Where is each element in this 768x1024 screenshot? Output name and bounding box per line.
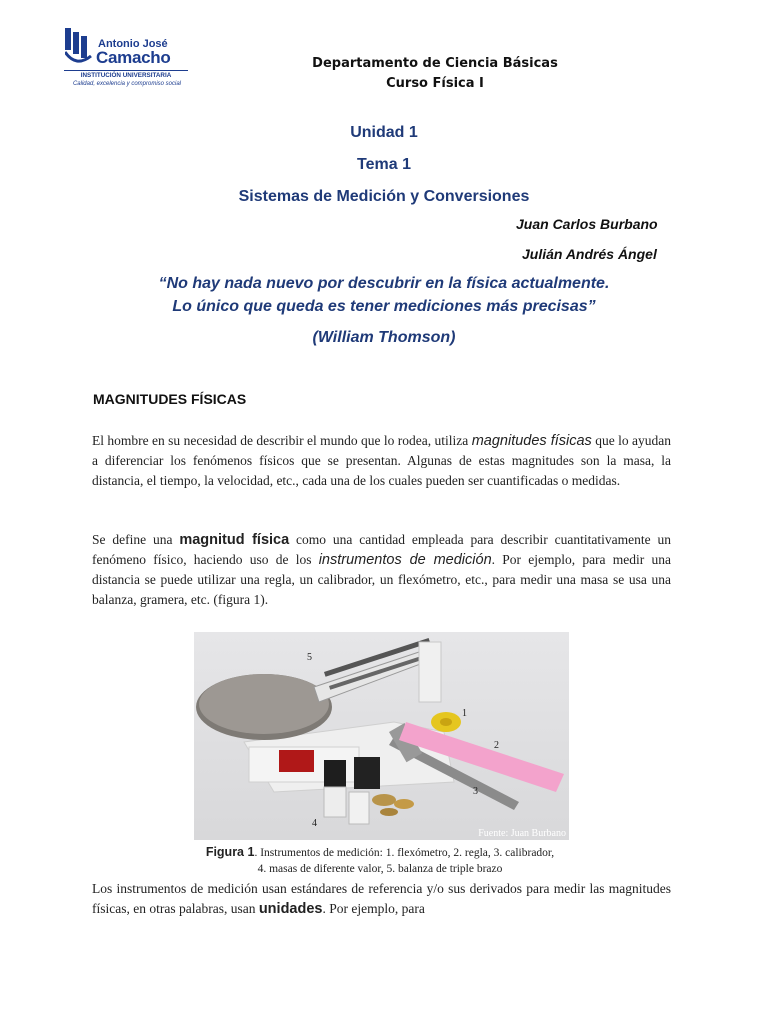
quote-author: (William Thomson): [312, 329, 456, 346]
figure-measurement-instruments: [194, 632, 569, 840]
paragraph-2-text-b: como una cantidad empleada para describir cuantitativamente un fenómeno físico, haciendo uso de los: [92, 532, 671, 567]
quote-line-2: Lo único que queda es tener mediciones más precisas”: [172, 298, 596, 315]
figure-label-4: 4: [312, 818, 317, 829]
logo-line-2: Camacho: [96, 48, 171, 67]
paragraph-2-text-a: Se define una: [92, 532, 180, 547]
figure-label-1: 1: [462, 708, 467, 719]
topic-title: Tema 1: [357, 156, 411, 173]
paragraph-2-text-c: . Por ejemplo, para medir una distancia se puede utilizar una regla, un calibrador, un flexómetro, etc., para medir una masa se usa una balanza, gramera, etc. (figura 1).: [92, 552, 671, 607]
term-magnitudes-fisicas: magnitudes físicas: [471, 433, 592, 449]
author-2: Julián Andrés Ángel: [522, 246, 657, 262]
course-name: Curso Física I: [386, 76, 484, 91]
subject-title: Sistemas de Medición y Conversiones: [238, 188, 530, 205]
unit-title: Unidad 1: [350, 124, 418, 141]
paragraph-3: [92, 879, 671, 919]
logo-line-1: Antonio José: [98, 38, 168, 50]
department-name: Departamento de Ciencia Básicas: [312, 56, 558, 71]
figure-caption-line-1: . Instrumentos de medición: 1. flexómetro, 2. regla, 3. calibrador,: [254, 847, 555, 859]
paragraph-1: [92, 431, 671, 491]
figure-label-5: 5: [307, 652, 312, 663]
paragraph-3-text-a: Los instrumentos de medición usan estándares de referencia y/o sus derivados para medir las magnitudes físicas, en otras palabras, usan: [92, 881, 671, 916]
logo-line-3: INSTITUCIÓN UNIVERSITARIA: [64, 70, 188, 79]
figure-label-2: 2: [494, 740, 499, 751]
paragraph-1-text-b: que lo ayudan a diferenciar los fenómenos físicos que se presentan. Algunas de estas magnitudes son la masa, la distancia, el tiempo, la velocidad, etc., cada una de los cuales pueden ser cuantificadas o medidas.: [92, 433, 671, 488]
paragraph-3-text-b: . Por ejemplo, para: [322, 901, 425, 916]
term-unidades: unidades: [258, 901, 323, 917]
figure-caption-label: Figura 1: [205, 845, 255, 859]
document-header: [0, 54, 768, 94]
figure-caption: [170, 845, 590, 877]
quote-line-1: “No hay nada nuevo por descubrir en la física actualmente.: [158, 275, 610, 292]
instruments-photo: [194, 632, 569, 840]
figure-label-3: 3: [473, 786, 478, 797]
term-instrumentos: instrumentos de medición: [318, 552, 492, 568]
paragraph-2: [92, 530, 671, 610]
term-magnitud-fisica: magnitud física: [179, 532, 290, 548]
figure-caption-line-2: 4. masas de diferente valor, 5. balanza de triple brazo: [257, 863, 503, 875]
section-title: MAGNITUDES FÍSICAS: [93, 391, 247, 407]
figure-source: Fuente: Juan Burbano: [478, 828, 566, 839]
logo-tagline: Calidad, excelencia y compromiso social: [72, 81, 182, 87]
paragraph-1-text-a: El hombre en su necesidad de describir el mundo que lo rodea, utiliza: [92, 433, 472, 448]
author-1: Juan Carlos Burbano: [516, 216, 658, 232]
